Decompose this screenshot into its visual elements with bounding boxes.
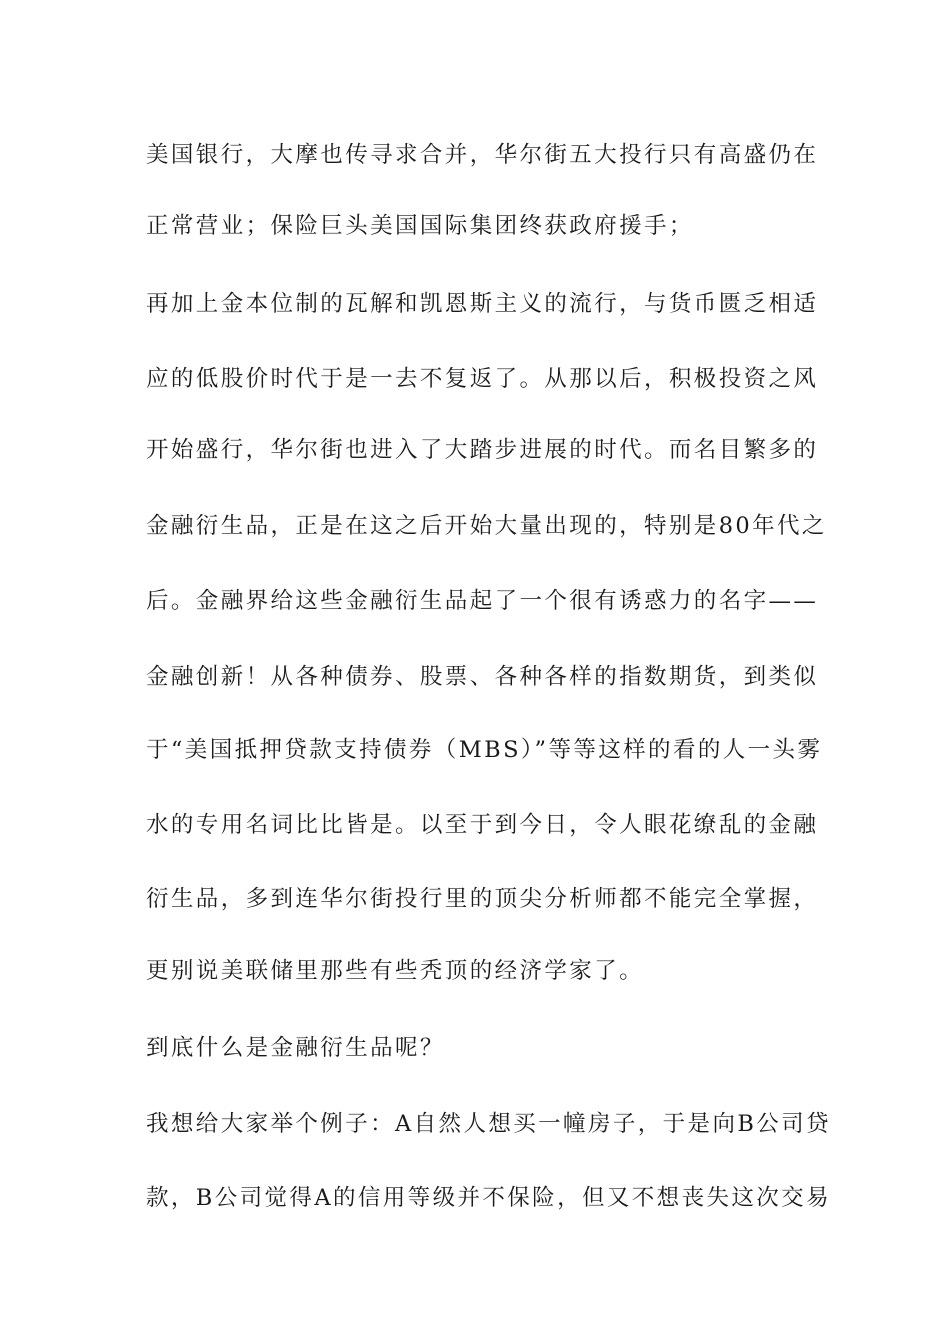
paragraph-line: 款，B公司觉得A的信用等级并不保险，但又不想丧失这次交易 — [146, 1185, 831, 1211]
paragraph-line: 衍生品，多到连华尔街投行里的顶尖分析师都不能完全掌握， — [146, 886, 819, 912]
paragraph-line: 正常营业；保险巨头美国国际集团终获政府援手； — [146, 213, 694, 239]
paragraph-line: 金融衍生品，正是在这之后开始大量出现的，特别是80年代之 — [146, 513, 827, 539]
paragraph-line: 水的专用名词比比皆是。以至于到今日，令人眼花缭乱的金融 — [146, 812, 819, 838]
paragraph-line: 开始盛行，华尔街也进入了大踏步进展的时代。而名目繁多的 — [146, 437, 819, 463]
paragraph-line: 我想给大家举个例子：A自然人想买一幢房子，于是向B公司贷 — [146, 1111, 831, 1137]
paragraph-line: 后。金融界给这些金融衍生品起了一个很有诱惑力的名字—— — [146, 588, 819, 614]
paragraph-line: 美国银行，大摩也传寻求合并，华尔街五大投行只有高盛仍在 — [146, 142, 819, 168]
paragraph-line: 应的低股价时代于是一去不复返了。从那以后，积极投资之风 — [146, 366, 819, 392]
paragraph-line: 金融创新！从各种债券、股票、各种各样的指数期货，到类似 — [146, 664, 819, 690]
paragraph-line: 再加上金本位制的瓦解和凯恩斯主义的流行，与货币匮乏相适 — [146, 291, 819, 317]
paragraph-line: 到底什么是金融衍生品呢？ — [146, 1035, 445, 1061]
paragraph-line: 更别说美联储里那些有些秃顶的经济学家了。 — [146, 958, 645, 984]
paragraph-line: 于“美国抵押贷款支持债券（MBS）”等等这样的看的人一头雾 — [146, 737, 823, 763]
